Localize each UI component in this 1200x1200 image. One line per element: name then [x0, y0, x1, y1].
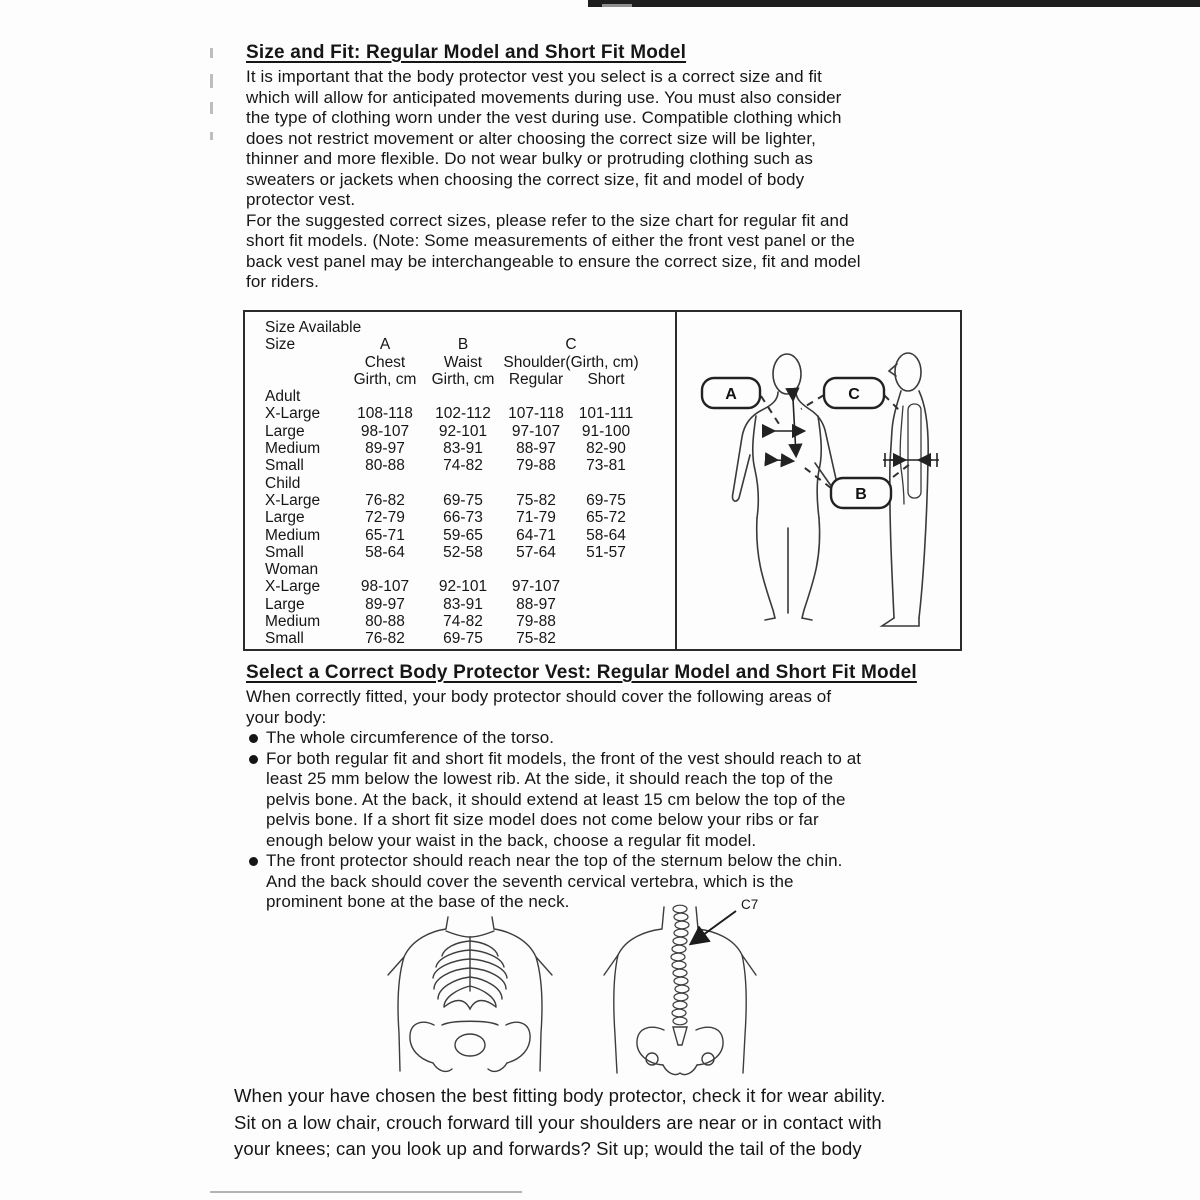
size-chart-table [243, 310, 962, 651]
size-cell: Large [265, 595, 305, 613]
text-line: thinner and more flexible. Do not wear bulky or protruding clothing such as [246, 149, 813, 168]
paragraph [246, 687, 976, 728]
waist-cell: 74-82 [443, 613, 483, 631]
table-row [265, 440, 675, 457]
shoulder-short-cell [571, 578, 641, 595]
text-line: short fit models. (Note: Some measurements of either the front vest panel or the [246, 231, 855, 250]
label-a: A [725, 386, 737, 403]
bullet-icon [249, 857, 258, 866]
skeleton-diagrams [380, 893, 780, 1095]
bullet-icon [249, 734, 258, 743]
label-b-callout [831, 478, 891, 508]
size-cell: Medium [265, 526, 321, 544]
text-line: pelvis bone. If a short fit size model does not come below your ribs or far [266, 810, 819, 829]
text-line: sweaters or jackets when choosing the correct size, fit and model of body [246, 169, 805, 189]
scan-edge-artifact-bottom [210, 1191, 522, 1193]
waist-cell: 69-75 [443, 630, 483, 648]
measurement-diagram [677, 312, 960, 649]
text-line: which will allow for anticipated movements during use. You must also consider [246, 87, 842, 107]
shoulder-short-cell: 82-90 [586, 440, 626, 458]
waist-cell: 69-75 [443, 491, 483, 509]
bullet-icon [249, 755, 258, 764]
table-header-row [265, 336, 675, 353]
group-label-adult: Adult [265, 388, 301, 406]
col-subheader: Chest [364, 353, 406, 371]
group-label-woman: Woman [265, 561, 319, 579]
size-cell: X-Large [265, 405, 321, 423]
closing-paragraph [234, 1083, 994, 1163]
text-line: For the suggested correct sizes, please refer to the size chart for regular fit and [246, 210, 849, 230]
table-row [265, 405, 675, 422]
shoulder-regular-cell: 97-107 [511, 422, 561, 440]
col-subheader: Waist [443, 353, 483, 371]
waist-cell: 92-101 [438, 422, 488, 440]
bullet-item [246, 728, 976, 749]
waist-cell: 83-91 [443, 595, 483, 613]
text-line: pelvis bone. At the back, it should extend at least 15 cm below the top of the [266, 789, 846, 809]
chest-cell: 89-97 [365, 595, 405, 613]
col-subheader: Girth, cm [353, 370, 417, 388]
group-label-child: Child [265, 474, 301, 492]
table-row [265, 423, 675, 440]
scan-edge-artifact-left [210, 132, 213, 140]
table-subheader-row [265, 354, 675, 371]
col-subheader: Girth, cm [431, 370, 495, 388]
waist-cell: 83-91 [443, 440, 483, 458]
shoulder-short-cell [571, 613, 641, 630]
shoulder-short-cell [571, 630, 641, 647]
chest-cell: 76-82 [365, 491, 405, 509]
shoulder-regular-cell: 88-97 [516, 595, 556, 613]
chest-cell: 98-107 [360, 578, 410, 596]
size-cell: Medium [265, 613, 321, 631]
size-cell: X-Large [265, 491, 321, 509]
col-subheader: Regular [508, 370, 564, 388]
shoulder-short-cell [571, 596, 641, 613]
table-row [265, 509, 675, 526]
text-line: The whole circumference of the torso. [266, 728, 555, 747]
chest-cell: 65-71 [365, 526, 405, 544]
spine-back-figure [604, 905, 756, 1074]
text-line: your body: [246, 707, 327, 727]
text-line: enough below your waist in the back, choose a regular fit model. [266, 830, 757, 850]
table-row [265, 492, 675, 509]
chest-cell: 89-97 [365, 440, 405, 458]
text-line: protector vest. [246, 190, 356, 209]
chest-cell: 108-118 [357, 405, 413, 423]
shoulder-regular-cell: 71-79 [516, 509, 556, 527]
size-cell: Medium [265, 440, 321, 458]
text-line: does not restrict movement or alter choosing the correct size will be lighter, [246, 128, 816, 148]
col-subheader: Shoulder(Girth, cm) [503, 353, 639, 371]
size-cell: Small [265, 457, 304, 475]
label-c-callout [824, 378, 884, 408]
section-size-and-fit [246, 42, 976, 293]
shoulder-short-cell: 73-81 [586, 457, 626, 475]
paragraph [246, 67, 976, 211]
col-header: A [379, 336, 391, 354]
text-line: for riders. [246, 272, 319, 291]
size-cell: Small [265, 543, 304, 561]
shoulder-regular-cell: 75-82 [516, 491, 556, 509]
size-cell: Small [265, 630, 304, 648]
chest-cell: 76-82 [365, 630, 405, 648]
ribcage-front-figure [388, 917, 552, 1071]
scan-edge-artifact-top [588, 0, 1200, 7]
shoulder-short-cell: 65-72 [586, 509, 626, 527]
text-line: When your have chosen the best fitting body protector, check it for wear ability. [234, 1085, 886, 1106]
size-chart-data [245, 312, 677, 649]
size-cell: Large [265, 509, 305, 527]
text-line: back vest panel may be interchangeable to ensure the correct size, fit and model [246, 251, 861, 271]
text-line: For both regular fit and short fit models, the front of the vest should reach to at [266, 748, 862, 768]
text-line: And the back should cover the seventh cervical vertebra, which is the [266, 871, 794, 891]
col-header: B [457, 336, 469, 354]
waist-cell: 66-73 [443, 509, 483, 527]
shoulder-short-cell: 58-64 [586, 526, 626, 544]
shoulder-regular-cell: 57-64 [516, 543, 556, 561]
chest-cell: 58-64 [365, 543, 405, 561]
col-subheader: Short [587, 370, 625, 388]
table-caption: Size Available [265, 319, 362, 336]
scan-edge-artifact-left [210, 74, 213, 88]
shoulder-short-cell: 101-111 [578, 405, 634, 423]
shoulder-regular-cell: 97-107 [511, 578, 561, 596]
text-line: the type of clothing worn under the vest during use. Compatible clothing which [246, 108, 842, 127]
text-line: The front protector should reach near the top of the sternum below the chin. [266, 851, 843, 870]
text-line: Sit on a low chair, crouch forward till your shoulders are near or in contact with [234, 1111, 882, 1133]
table-row [265, 596, 675, 613]
table-row [265, 527, 675, 544]
measurement-arrows-side [883, 453, 939, 467]
label-b: B [855, 486, 867, 503]
section-heading: Size and Fit: Regular Model and Short Fit Model [246, 42, 687, 63]
shoulder-short-cell: 91-100 [581, 422, 631, 440]
size-cell: X-Large [265, 578, 321, 596]
chest-cell: 72-79 [365, 509, 405, 527]
bullet-item [246, 749, 976, 852]
label-a-callout [702, 378, 760, 408]
table-row [265, 457, 675, 474]
scan-edge-artifact-left [210, 102, 213, 114]
table-row [265, 630, 675, 647]
waist-cell: 74-82 [443, 457, 483, 475]
text-line: prominent bone at the base of the neck. [266, 892, 570, 911]
text-line: your knees; can you look up and forwards? Sit up; would the tail of the body [234, 1138, 862, 1159]
label-c: C [848, 386, 860, 403]
shoulder-short-cell: 51-57 [586, 543, 626, 561]
table-row [265, 613, 675, 630]
text-line: least 25 mm below the lowest rib. At the side, it should reach the top of the [266, 769, 834, 788]
table-subheader-row [265, 371, 675, 388]
chest-cell: 98-107 [360, 422, 410, 440]
measurement-arrows-front [773, 399, 803, 461]
shoulder-regular-cell: 88-97 [516, 440, 556, 458]
waist-cell: 102-112 [435, 405, 491, 423]
col-header: Size [265, 336, 296, 354]
waist-cell: 52-58 [443, 543, 483, 561]
waist-cell: 59-65 [443, 526, 483, 544]
shoulder-regular-cell: 79-88 [516, 613, 556, 631]
shoulder-regular-cell: 75-82 [516, 630, 556, 648]
shoulder-regular-cell: 107-118 [508, 405, 564, 423]
c7-annotation [692, 897, 758, 943]
anatomy-figures [380, 893, 780, 1095]
waist-cell: 92-101 [438, 578, 488, 596]
table-row [265, 578, 675, 595]
shoulder-short-cell: 69-75 [586, 491, 626, 509]
chest-cell: 80-88 [365, 457, 405, 475]
table-row [265, 544, 675, 561]
text-line: It is important that the body protector vest you select is a correct size and fit [246, 67, 822, 86]
section-heading: Select a Correct Body Protector Vest: Regular Model and Short Fit Model [246, 662, 917, 683]
shoulder-regular-cell: 79-88 [516, 457, 556, 475]
paragraph [246, 211, 976, 293]
size-cell: Large [265, 422, 305, 440]
scan-edge-artifact-left [210, 48, 213, 58]
text-line: When correctly fitted, your body protector should cover the following areas of [246, 687, 832, 706]
section-select-vest [246, 662, 976, 913]
chest-cell: 80-88 [365, 613, 405, 631]
col-header: C [565, 336, 577, 354]
body-measurement-figure [677, 312, 962, 649]
c7-label: C7 [741, 897, 759, 912]
shoulder-regular-cell: 64-71 [516, 526, 556, 544]
